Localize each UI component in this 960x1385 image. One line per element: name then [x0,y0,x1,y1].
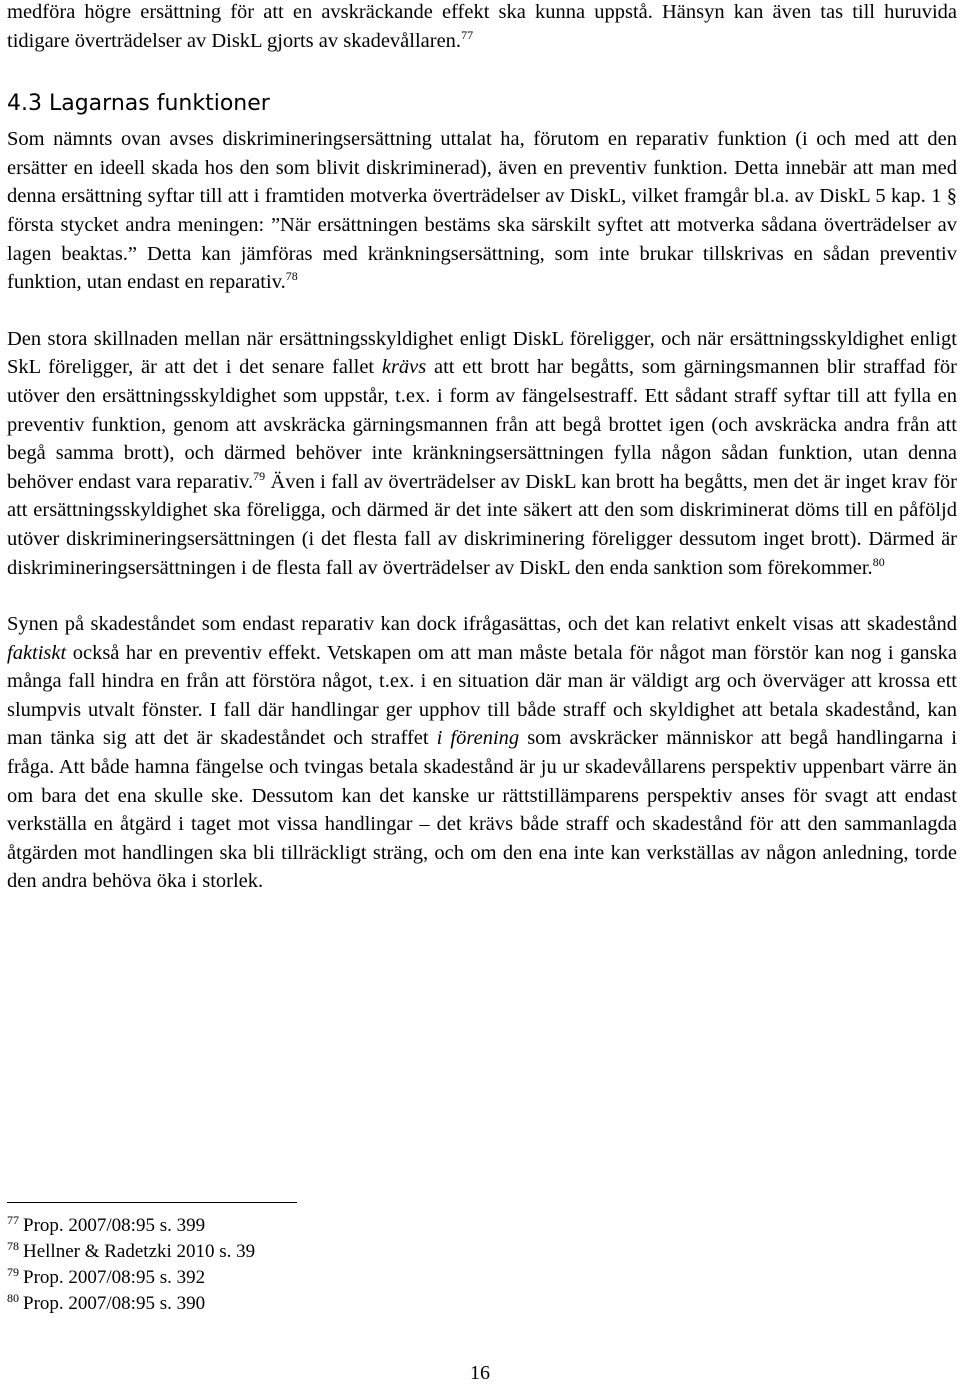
footnote [7,1291,607,1317]
paragraph-2-text-a: Den stora skillnaden mellan när ersättningsskyldighet enligt DiskL föreligger, och när ersättningsskyldighet enligt SkL föreligger, är att det i det senare fallet [7,327,957,379]
footnote-ref-79: 79 [253,468,266,483]
footnote [7,1265,607,1291]
footnote-ref-77: 77 [461,27,474,42]
paragraph-3 [7,610,957,896]
paragraph-3-emphasis-2: i förening [436,727,520,750]
footnote-text: Prop. 2007/08:95 s. 390 [23,1293,206,1314]
footnote-text: Prop. 2007/08:95 s. 399 [23,1215,206,1236]
paragraph-3-text-b: också har en preventiv effekt. Vetskapen om att man måste betala för något man förstör kan nog i ganska många fall hindra en från att förstöra något, t.ex. i en situation där man är väldigt arg och överväger att krossa ett slumpvis utvalt fönster. I fall där handlingar ger upphov till både straff och skyldighet att betala skadestånd, kan man tänka sig att det är skadeståndet och straffet [7,641,957,750]
footnote-number: 79 [7,1264,19,1279]
footnote-ref-78: 78 [285,269,298,284]
intro-text: medföra högre ersättning för att en avskräckande effekt ska kunna uppstå. Hänsyn kan även tas till huruvida tidigare överträdelser av DiskL gjorts av skadevållaren. [7,1,957,52]
footnote-number: 77 [7,1212,19,1227]
footnote-separator [7,1202,297,1203]
paragraph-3-text-a: Synen på skadeståndet som endast reparativ kan dock ifrågasättas, och det kan relativt enkelt visas att skadestånd [7,613,957,636]
document-page [7,0,957,896]
paragraph-3-emphasis-1: faktiskt [7,641,67,664]
paragraph-2-text-b: att ett brott har begåtts, som gärningsmannen blir straffad för utöver den ersättningsskyldighet som uppstår, t.ex. i form av fängelsestraff. Ett sådant straff syftar till att fylla en preventiv funktion, genom att avskräcka gärningsmannen från att begå brottet igen (och avskräcka andra från att begå samma brott), och därmed behöver inte kränkningsersättningen fylla någon sådan funktion, utan denna behöver endast vara reparativ. [7,356,957,493]
footnote-text: Hellner & Radetzki 2010 s. 39 [23,1241,256,1262]
paragraph-1-text: Som nämnts ovan avses diskrimineringsersättning uttalat ha, förutom en reparativ funktion (i och med att den ersätter en ideell skada hos den som blivit diskriminerad), även en preventiv funktion. Detta innebär att man med denna ersättning syftar till att i framtiden motverka överträdelser av DiskL, vilket framgår bl.a. av DiskL 5 kap. 1 § första stycket andra meningen: ”När ersättningen bestäms ska särskilt syftet att motverka sådana överträdelser av lagen beaktas.” Detta kan jämföras med kränkningsersättning, som inte brukar tillskrivas en sådan preventiv funktion, utan endast en reparativ. [7,128,957,294]
footnote-number: 78 [7,1238,19,1253]
intro-paragraph [7,0,957,55]
footnote-text: Prop. 2007/08:95 s. 392 [23,1267,206,1288]
paragraph-2-text-c: Även i fall av överträdelser av DiskL kan brott ha begåtts, men det är inget krav för att ersättningsskyldighet ska föreligga, och därmed är det inte säkert att den som diskriminerat döms till en påföljd utöver diskrimineringsersättningen (i det flesta fall av diskriminering föreligger dessutom inget brott). Därmed är diskrimineringsersättningen i de flesta fall av överträdelser av DiskL den enda sanktion som förekommer. [7,470,957,579]
paragraph-3-text-c: som avskräcker människor att begå handlingarna i fråga. Att både hamna fängelse och tvingas betala skadestånd är ju ur skadevållarens perspektiv uppenbart värre än om bara det ena skulle ske. Dessutom kan det kanske ur rättstillämparens perspektiv anses för svagt att endast verkställa en åtgärd i taget mot vissa handlingar – det krävs både straff och skadestånd för att den sammanlagda åtgärden mot handlingen ska bli tillräckligt sträng, och om den ena inte kan verkställas av någon anledning, torde den andra behöva öka i storlek. [7,727,957,893]
page-number: 16 [470,1362,490,1384]
paragraph-1 [7,125,957,297]
footnotes [7,1213,607,1317]
footnote [7,1213,607,1239]
paragraph-2-emphasis: krävs [381,356,427,379]
section-heading: 4.3 Lagarnas funktioner [7,91,270,117]
footnote-number: 80 [7,1290,19,1305]
footnote-ref-80: 80 [872,554,885,569]
footnote [7,1239,607,1265]
paragraph-2 [7,325,957,582]
